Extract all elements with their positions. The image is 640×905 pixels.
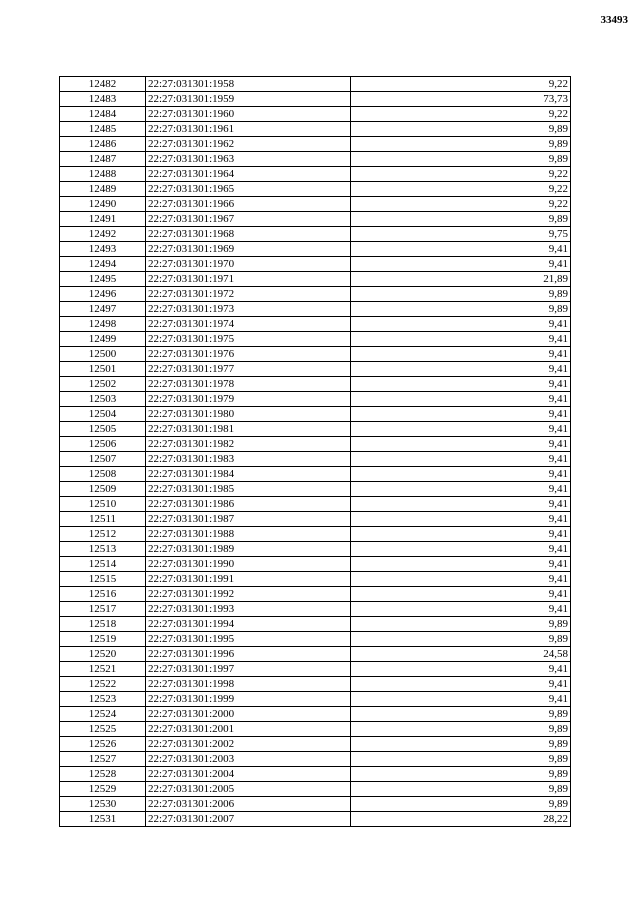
area-value-cell: 9,41 — [351, 542, 571, 557]
row-number-cell: 12525 — [60, 722, 146, 737]
cadastral-number-cell: 22:27:031301:1992 — [146, 587, 351, 602]
cadastral-number-cell: 22:27:031301:1985 — [146, 482, 351, 497]
table-row — [60, 167, 571, 182]
cadastral-number-cell: 22:27:031301:1987 — [146, 512, 351, 527]
cadastral-number-cell: 22:27:031301:1997 — [146, 662, 351, 677]
row-number-cell: 12499 — [60, 332, 146, 347]
cadastral-number-cell: 22:27:031301:2004 — [146, 767, 351, 782]
table-row — [60, 77, 571, 92]
area-value-cell: 9,41 — [351, 257, 571, 272]
table-row — [60, 752, 571, 767]
table-row — [60, 347, 571, 362]
cadastral-number-cell: 22:27:031301:1967 — [146, 212, 351, 227]
table-row — [60, 137, 571, 152]
table-row — [60, 662, 571, 677]
cadastral-number-cell: 22:27:031301:1994 — [146, 617, 351, 632]
row-number-cell: 12496 — [60, 287, 146, 302]
cadastral-number-cell: 22:27:031301:1972 — [146, 287, 351, 302]
cadastral-number-cell: 22:27:031301:1965 — [146, 182, 351, 197]
area-value-cell: 9,89 — [351, 617, 571, 632]
row-number-cell: 12524 — [60, 707, 146, 722]
area-value-cell: 9,41 — [351, 377, 571, 392]
table-row — [60, 122, 571, 137]
row-number-cell: 12503 — [60, 392, 146, 407]
row-number-cell: 12483 — [60, 92, 146, 107]
row-number-cell: 12526 — [60, 737, 146, 752]
table-row — [60, 92, 571, 107]
area-value-cell: 9,22 — [351, 107, 571, 122]
cadastral-number-cell: 22:27:031301:1962 — [146, 137, 351, 152]
area-value-cell: 9,89 — [351, 782, 571, 797]
cadastral-number-cell: 22:27:031301:2000 — [146, 707, 351, 722]
table-row — [60, 407, 571, 422]
row-number-cell: 12506 — [60, 437, 146, 452]
cadastral-number-cell: 22:27:031301:1976 — [146, 347, 351, 362]
area-value-cell: 9,41 — [351, 497, 571, 512]
row-number-cell: 12513 — [60, 542, 146, 557]
row-number-cell: 12504 — [60, 407, 146, 422]
page-number: 33493 — [600, 14, 628, 26]
table-row — [60, 647, 571, 662]
cadastral-table — [59, 76, 571, 827]
row-number-cell: 12502 — [60, 377, 146, 392]
area-value-cell: 9,22 — [351, 197, 571, 212]
area-value-cell: 9,89 — [351, 797, 571, 812]
table-row — [60, 497, 571, 512]
row-number-cell: 12517 — [60, 602, 146, 617]
row-number-cell: 12485 — [60, 122, 146, 137]
row-number-cell: 12529 — [60, 782, 146, 797]
cadastral-number-cell: 22:27:031301:1991 — [146, 572, 351, 587]
row-number-cell: 12495 — [60, 272, 146, 287]
row-number-cell: 12515 — [60, 572, 146, 587]
cadastral-number-cell: 22:27:031301:1995 — [146, 632, 351, 647]
area-value-cell: 9,41 — [351, 572, 571, 587]
cadastral-number-cell: 22:27:031301:1970 — [146, 257, 351, 272]
table-row — [60, 812, 571, 827]
table-row — [60, 107, 571, 122]
table-row — [60, 302, 571, 317]
row-number-cell: 12509 — [60, 482, 146, 497]
area-value-cell: 9,89 — [351, 737, 571, 752]
cadastral-number-cell: 22:27:031301:1990 — [146, 557, 351, 572]
row-number-cell: 12490 — [60, 197, 146, 212]
cadastral-number-cell: 22:27:031301:1996 — [146, 647, 351, 662]
row-number-cell: 12494 — [60, 257, 146, 272]
cadastral-number-cell: 22:27:031301:1966 — [146, 197, 351, 212]
table-row — [60, 797, 571, 812]
cadastral-number-cell: 22:27:031301:1980 — [146, 407, 351, 422]
cadastral-number-cell: 22:27:031301:1981 — [146, 422, 351, 437]
area-value-cell: 9,41 — [351, 662, 571, 677]
row-number-cell: 12491 — [60, 212, 146, 227]
area-value-cell: 9,41 — [351, 422, 571, 437]
cadastral-number-cell: 22:27:031301:1986 — [146, 497, 351, 512]
area-value-cell: 9,89 — [351, 752, 571, 767]
table-row — [60, 182, 571, 197]
cadastral-number-cell: 22:27:031301:2005 — [146, 782, 351, 797]
cadastral-number-cell: 22:27:031301:1988 — [146, 527, 351, 542]
cadastral-table-body — [60, 77, 571, 827]
cadastral-number-cell: 22:27:031301:1984 — [146, 467, 351, 482]
table-row — [60, 692, 571, 707]
table-row — [60, 452, 571, 467]
area-value-cell: 9,89 — [351, 122, 571, 137]
table-row — [60, 467, 571, 482]
area-value-cell: 9,41 — [351, 437, 571, 452]
cadastral-number-cell: 22:27:031301:1993 — [146, 602, 351, 617]
table-row — [60, 767, 571, 782]
row-number-cell: 12519 — [60, 632, 146, 647]
row-number-cell: 12516 — [60, 587, 146, 602]
area-value-cell: 9,41 — [351, 512, 571, 527]
area-value-cell: 9,41 — [351, 677, 571, 692]
table-row — [60, 362, 571, 377]
cadastral-number-cell: 22:27:031301:2007 — [146, 812, 351, 827]
row-number-cell: 12501 — [60, 362, 146, 377]
area-value-cell: 9,41 — [351, 362, 571, 377]
cadastral-number-cell: 22:27:031301:1979 — [146, 392, 351, 407]
area-value-cell: 9,41 — [351, 242, 571, 257]
area-value-cell: 9,41 — [351, 317, 571, 332]
area-value-cell: 9,41 — [351, 407, 571, 422]
table-row — [60, 152, 571, 167]
area-value-cell: 9,41 — [351, 587, 571, 602]
table-row — [60, 572, 571, 587]
row-number-cell: 12484 — [60, 107, 146, 122]
row-number-cell: 12487 — [60, 152, 146, 167]
area-value-cell: 28,22 — [351, 812, 571, 827]
table-row — [60, 632, 571, 647]
table-row — [60, 422, 571, 437]
table-row — [60, 737, 571, 752]
area-value-cell: 9,41 — [351, 527, 571, 542]
cadastral-number-cell: 22:27:031301:2002 — [146, 737, 351, 752]
area-value-cell: 9,22 — [351, 77, 571, 92]
row-number-cell: 12514 — [60, 557, 146, 572]
table-row — [60, 317, 571, 332]
cadastral-number-cell: 22:27:031301:1998 — [146, 677, 351, 692]
row-number-cell: 12507 — [60, 452, 146, 467]
area-value-cell: 21,89 — [351, 272, 571, 287]
cadastral-number-cell: 22:27:031301:1989 — [146, 542, 351, 557]
cadastral-number-cell: 22:27:031301:1960 — [146, 107, 351, 122]
row-number-cell: 12489 — [60, 182, 146, 197]
row-number-cell: 12488 — [60, 167, 146, 182]
cadastral-number-cell: 22:27:031301:1969 — [146, 242, 351, 257]
cadastral-number-cell: 22:27:031301:1974 — [146, 317, 351, 332]
table-row — [60, 392, 571, 407]
table-row — [60, 722, 571, 737]
area-value-cell: 9,22 — [351, 167, 571, 182]
table-row — [60, 332, 571, 347]
area-value-cell: 9,41 — [351, 602, 571, 617]
area-value-cell: 9,41 — [351, 482, 571, 497]
table-row — [60, 437, 571, 452]
cadastral-number-cell: 22:27:031301:2001 — [146, 722, 351, 737]
cadastral-number-cell: 22:27:031301:1968 — [146, 227, 351, 242]
cadastral-number-cell: 22:27:031301:2003 — [146, 752, 351, 767]
cadastral-number-cell: 22:27:031301:1975 — [146, 332, 351, 347]
table-row — [60, 512, 571, 527]
area-value-cell: 24,58 — [351, 647, 571, 662]
cadastral-number-cell: 22:27:031301:1982 — [146, 437, 351, 452]
row-number-cell: 12520 — [60, 647, 146, 662]
table-row — [60, 257, 571, 272]
area-value-cell: 9,41 — [351, 332, 571, 347]
table-row — [60, 227, 571, 242]
area-value-cell: 9,89 — [351, 722, 571, 737]
row-number-cell: 12527 — [60, 752, 146, 767]
table-row — [60, 377, 571, 392]
row-number-cell: 12492 — [60, 227, 146, 242]
table-row — [60, 527, 571, 542]
area-value-cell: 9,41 — [351, 452, 571, 467]
cadastral-number-cell: 22:27:031301:1961 — [146, 122, 351, 137]
row-number-cell: 12518 — [60, 617, 146, 632]
row-number-cell: 12531 — [60, 812, 146, 827]
cadastral-number-cell: 22:27:031301:1971 — [146, 272, 351, 287]
cadastral-number-cell: 22:27:031301:1999 — [146, 692, 351, 707]
table-row — [60, 542, 571, 557]
area-value-cell: 9,89 — [351, 767, 571, 782]
row-number-cell: 12510 — [60, 497, 146, 512]
table-row — [60, 242, 571, 257]
cadastral-number-cell: 22:27:031301:1977 — [146, 362, 351, 377]
table-row — [60, 272, 571, 287]
table-row — [60, 707, 571, 722]
table-row — [60, 197, 571, 212]
table-row — [60, 602, 571, 617]
table-row — [60, 782, 571, 797]
area-value-cell: 9,41 — [351, 467, 571, 482]
area-value-cell: 9,41 — [351, 392, 571, 407]
row-number-cell: 12505 — [60, 422, 146, 437]
area-value-cell: 9,89 — [351, 632, 571, 647]
table-row — [60, 677, 571, 692]
area-value-cell: 9,41 — [351, 347, 571, 362]
row-number-cell: 12511 — [60, 512, 146, 527]
cadastral-number-cell: 22:27:031301:1983 — [146, 452, 351, 467]
table-row — [60, 482, 571, 497]
cadastral-number-cell: 22:27:031301:2006 — [146, 797, 351, 812]
area-value-cell: 73,73 — [351, 92, 571, 107]
table-row — [60, 557, 571, 572]
row-number-cell: 12508 — [60, 467, 146, 482]
area-value-cell: 9,89 — [351, 707, 571, 722]
row-number-cell: 12523 — [60, 692, 146, 707]
row-number-cell: 12512 — [60, 527, 146, 542]
row-number-cell: 12482 — [60, 77, 146, 92]
table-row — [60, 587, 571, 602]
table-row — [60, 617, 571, 632]
row-number-cell: 12498 — [60, 317, 146, 332]
area-value-cell: 9,89 — [351, 212, 571, 227]
cadastral-number-cell: 22:27:031301:1963 — [146, 152, 351, 167]
row-number-cell: 12500 — [60, 347, 146, 362]
cadastral-number-cell: 22:27:031301:1959 — [146, 92, 351, 107]
cadastral-number-cell: 22:27:031301:1973 — [146, 302, 351, 317]
row-number-cell: 12497 — [60, 302, 146, 317]
area-value-cell: 9,41 — [351, 557, 571, 572]
row-number-cell: 12493 — [60, 242, 146, 257]
area-value-cell: 9,41 — [351, 692, 571, 707]
area-value-cell: 9,89 — [351, 302, 571, 317]
area-value-cell: 9,22 — [351, 182, 571, 197]
table-row — [60, 287, 571, 302]
row-number-cell: 12530 — [60, 797, 146, 812]
row-number-cell: 12522 — [60, 677, 146, 692]
row-number-cell: 12486 — [60, 137, 146, 152]
row-number-cell: 12528 — [60, 767, 146, 782]
row-number-cell: 12521 — [60, 662, 146, 677]
area-value-cell: 9,89 — [351, 287, 571, 302]
area-value-cell: 9,89 — [351, 152, 571, 167]
cadastral-number-cell: 22:27:031301:1978 — [146, 377, 351, 392]
area-value-cell: 9,75 — [351, 227, 571, 242]
cadastral-number-cell: 22:27:031301:1964 — [146, 167, 351, 182]
cadastral-number-cell: 22:27:031301:1958 — [146, 77, 351, 92]
area-value-cell: 9,89 — [351, 137, 571, 152]
table-row — [60, 212, 571, 227]
